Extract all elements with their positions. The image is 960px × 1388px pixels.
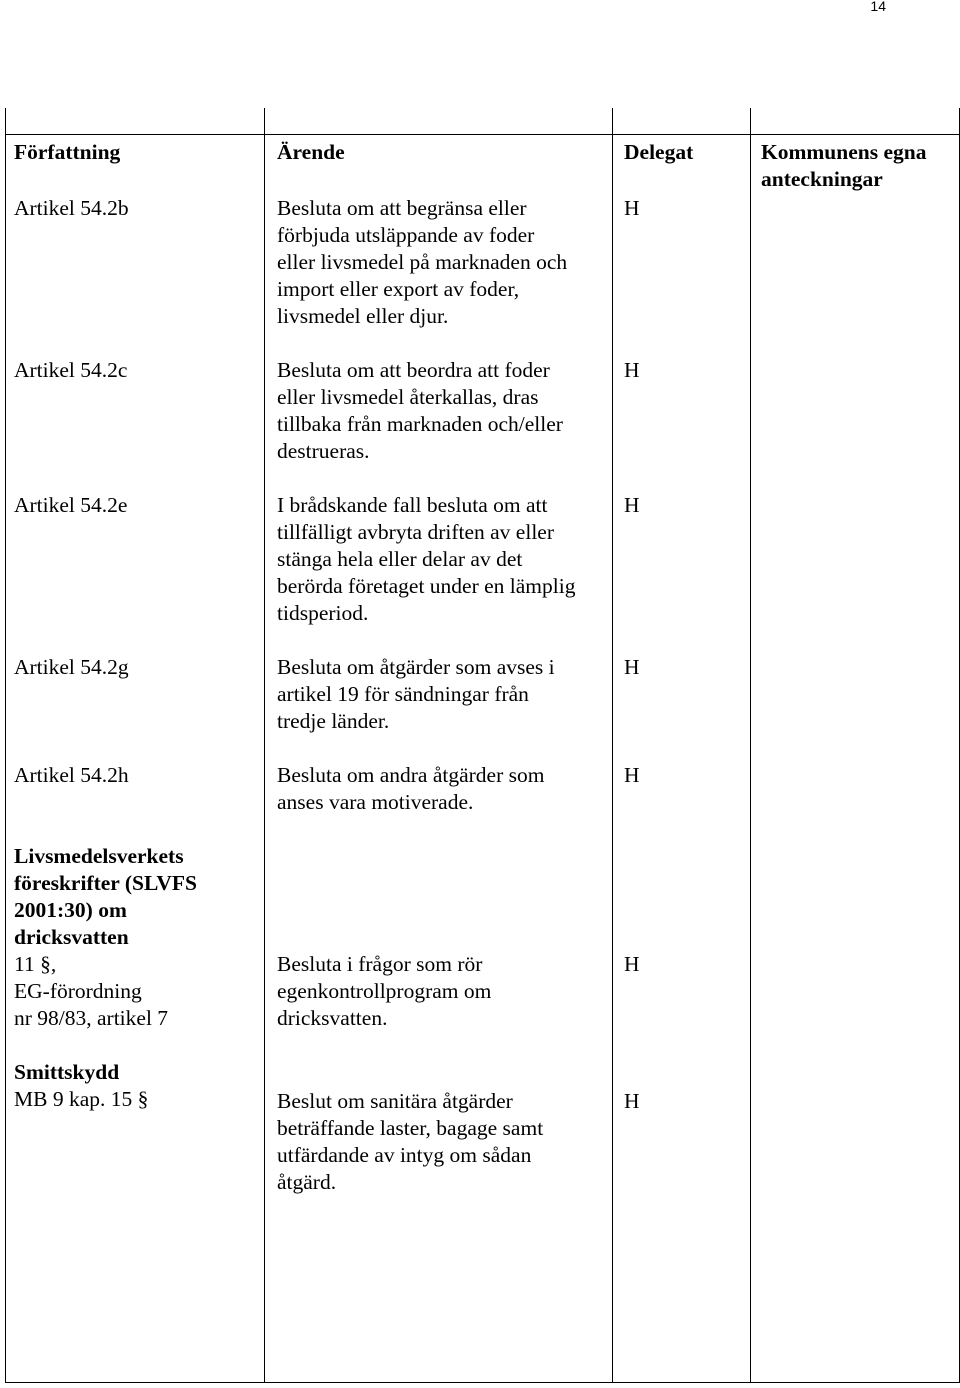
arende-cell: I brådskande fall besluta om att tillfälligt avbryta driften av eller stänga hela eller delar av det berörda företaget under en lämplig tidsperiod.	[277, 493, 576, 625]
arende-cell: Besluta om att begränsa eller förbjuda utsläppande av foder eller livsmedel på marknaden och import eller export av foder, livsmedel eller djur.	[277, 196, 568, 328]
table-border-left	[5, 108, 6, 1383]
header-kommunens-anteckningar: Kommunens egna anteckningar	[761, 140, 927, 191]
arende-cell: Besluta om andra åtgärder som anses vara motiverade.	[277, 763, 545, 814]
header-arende: Ärende	[277, 140, 345, 164]
delegat-cell: H	[624, 358, 640, 382]
column-divider-2	[612, 108, 613, 1383]
delegat-cell: H	[624, 952, 640, 976]
page-number: 14	[870, 0, 886, 14]
delegat-cell: H	[624, 763, 640, 787]
header-delegat: Delegat	[624, 140, 694, 164]
column-divider-3	[750, 108, 751, 1383]
forfattning-cell: Artikel 54.2e	[14, 493, 128, 517]
delegat-cell: H	[624, 1089, 640, 1113]
delegat-cell: H	[624, 196, 640, 220]
forfattning-cell: Artikel 54.2c	[14, 358, 128, 382]
forfattning-cell: Smittskydd MB 9 kap. 15 §	[14, 1060, 149, 1111]
delegat-cell: H	[624, 655, 640, 679]
header-forfattning: Författning	[14, 140, 121, 164]
table-border-top	[5, 134, 960, 135]
arende-cell: Besluta om åtgärder som avses i artikel 19 för sändningar från tredje länder.	[277, 655, 555, 733]
table-border-bottom	[5, 1382, 960, 1383]
arende-cell: Besluta i frågor som rör egenkontrollprogram om dricksvatten.	[277, 952, 492, 1030]
column-divider-1	[264, 108, 265, 1383]
forfattning-cell: Artikel 54.2g	[14, 655, 129, 679]
arende-cell: Beslut om sanitära åtgärder beträffande laster, bagage samt utfärdande av intyg om sådan åtgärd.	[277, 1089, 544, 1194]
forfattning-cell: Artikel 54.2b	[14, 196, 129, 220]
forfattning-cell: Livsmedelsverkets föreskrifter (SLVFS 2001:30) om dricksvatten 11 §, EG-förordning nr 98/83, artikel 7	[14, 844, 197, 1030]
forfattning-cell: Artikel 54.2h	[14, 763, 129, 787]
delegat-cell: H	[624, 493, 640, 517]
arende-cell: Besluta om att beordra att foder eller livsmedel återkallas, dras tillbaka från marknaden och/eller destrueras.	[277, 358, 563, 463]
